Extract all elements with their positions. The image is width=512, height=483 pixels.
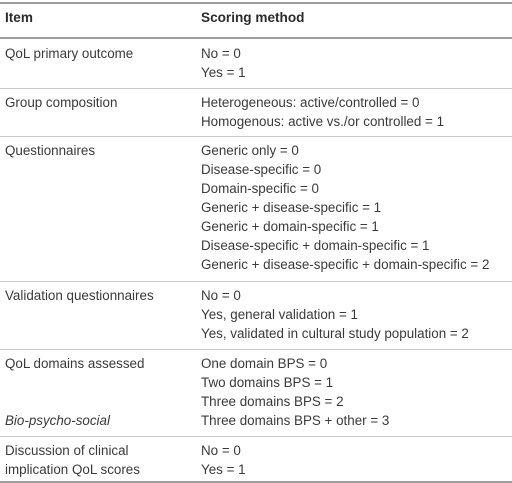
row-method: Generic + domain-specific = 1 <box>201 219 379 234</box>
row-method: Yes = 1 <box>201 65 246 80</box>
row-method: Generic + disease-specific + domain-specific = 2 <box>201 257 490 272</box>
row-item-label: QoL domains assessed <box>5 356 145 371</box>
row-method: Generic + disease-specific = 1 <box>201 200 382 215</box>
row-method: Disease-specific = 0 <box>201 162 322 177</box>
row-item-label: Questionnaires <box>5 143 96 158</box>
header-rule <box>0 37 512 39</box>
row-item-sublabel: Bio-psycho-social <box>5 413 110 428</box>
header-item: Item <box>5 10 33 25</box>
row-method: Three domains BPS = 2 <box>201 394 344 409</box>
row-method: No = 0 <box>201 46 241 61</box>
row-method: Two domains BPS = 1 <box>201 375 334 390</box>
table-top-rule <box>0 2 512 4</box>
row-method: Three domains BPS + other = 3 <box>201 413 390 428</box>
row-divider <box>0 436 512 437</box>
row-divider <box>0 88 512 89</box>
row-method: Generic only = 0 <box>201 143 299 158</box>
row-method: No = 0 <box>201 443 241 458</box>
row-method: Heterogeneous: active/controlled = 0 <box>201 95 420 110</box>
row-method: Domain-specific = 0 <box>201 181 319 196</box>
row-method: One domain BPS = 0 <box>201 356 328 371</box>
row-item-label: Validation questionnaires <box>5 288 154 303</box>
row-method: Yes, validated in cultural study population = 2 <box>201 326 469 341</box>
row-item-label: Group composition <box>5 95 118 110</box>
row-divider <box>0 281 512 282</box>
row-method: Disease-specific + domain-specific = 1 <box>201 238 430 253</box>
row-divider <box>0 349 512 350</box>
header-scoring-method: Scoring method <box>201 10 305 25</box>
row-divider <box>0 136 512 137</box>
row-method: No = 0 <box>201 288 241 303</box>
row-item-label-line2: implication QoL scores <box>5 462 140 477</box>
row-method: Homogenous: active vs./or controlled = 1 <box>201 114 445 129</box>
row-item-label: Discussion of clinical <box>5 443 129 458</box>
row-item-label: QoL primary outcome <box>5 46 134 61</box>
row-method: Yes, general validation = 1 <box>201 307 358 322</box>
row-method: Yes = 1 <box>201 462 246 477</box>
